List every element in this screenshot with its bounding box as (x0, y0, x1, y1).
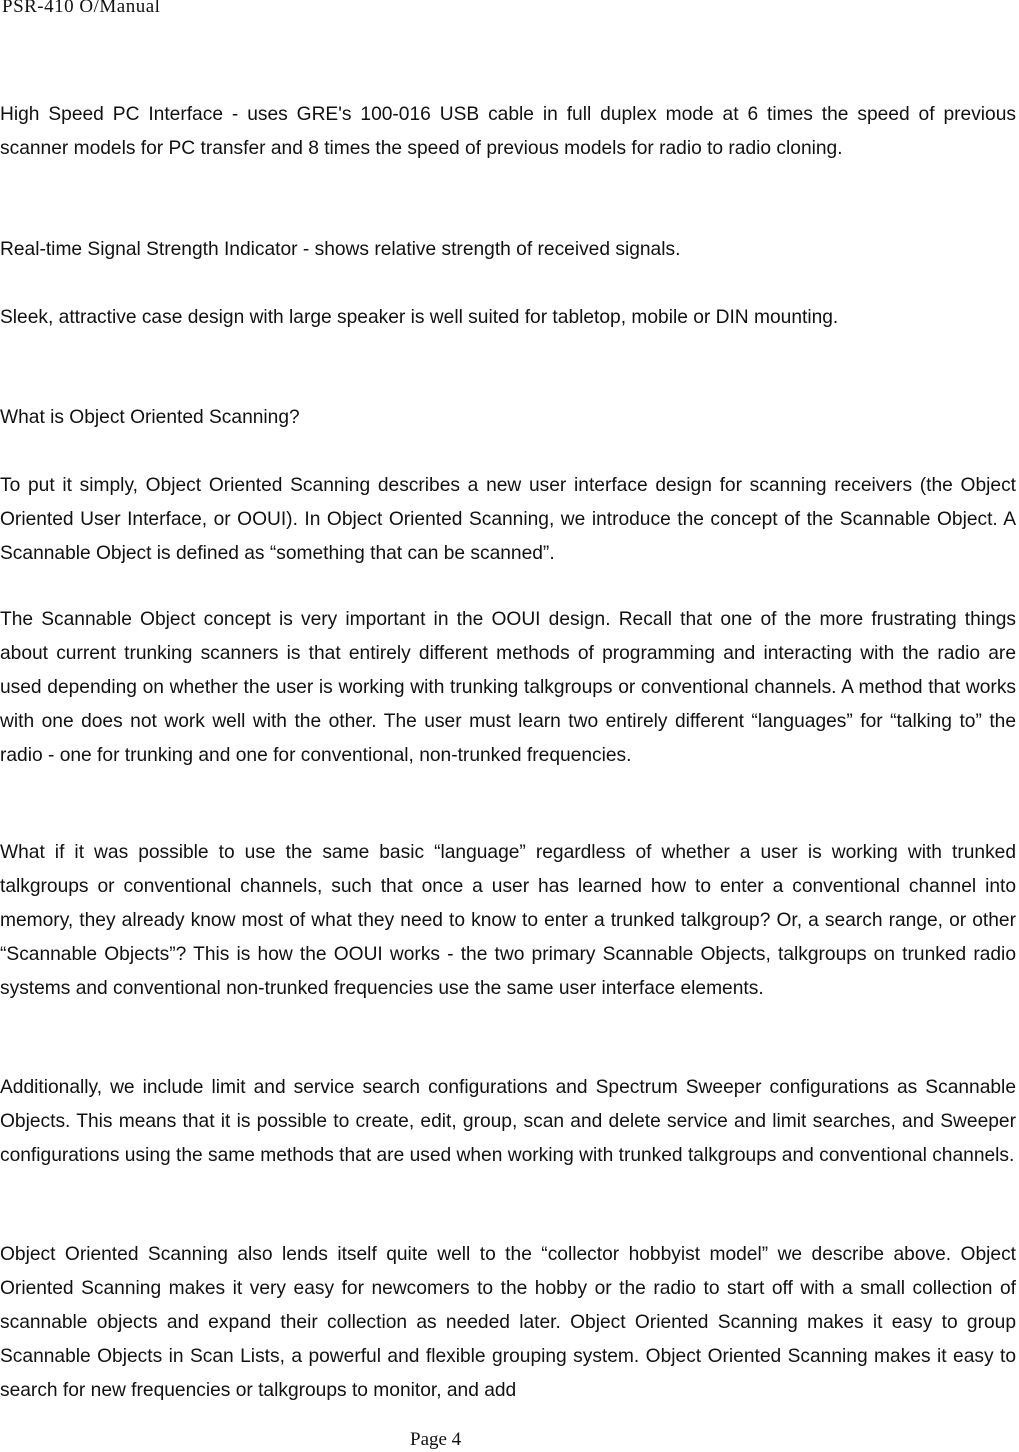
paragraph-case-design: Sleek, attractive case design with large speaker is well suited for tabletop, mobile or DIN mounting. (0, 307, 839, 328)
paragraph-pc-interface: High Speed PC Interface - uses GRE's 100-016 USB cable in full duplex mode at 6 times the speed of previous scanner models for PC transfer and 8 times the speed of previous models for radio to radio cloning. (0, 104, 1016, 159)
section-heading: What is Object Oriented Scanning? (0, 407, 300, 428)
document-header: PSR-410 O/Manual (2, 0, 161, 17)
paragraph-collector-model: Object Oriented Scanning also lends itself quite well to the “collector hobbyist model” we describe above. Object Oriented Scanning makes it very easy for newcomers to the hobby or the radio to start off with a small collection of scannable objects and expand their collection as needed later. Object Oriented Scanning makes it easy to group Scannable Objects in Scan Lists, a powerful and flexible grouping system. Object Oriented Scanning makes it easy to search for new frequencies or talkgroups to monitor, and add (0, 1244, 1016, 1401)
page-number: Page 4 (410, 1429, 462, 1450)
paragraph-signal-strength: Real-time Signal Strength Indicator - shows relative strength of received signals. (0, 239, 681, 260)
paragraph-ooui-intro: To put it simply, Object Oriented Scanning describes a new user interface design for scanning receivers (the Object Oriented User Interface, or OOUI). In Object Oriented Scanning, we introduce the concept of the Scannable Object. A Scannable Object is defined as “something that can be scanned”. (0, 475, 1016, 564)
paragraph-search-configurations: Additionally, we include limit and service search configurations and Spectrum Sweeper configurations as Scannable Objects. This means that it is possible to create, edit, group, scan and delete service and limit searches, and Sweeper configurations using the same methods that are used when working with trunked talkgroups and conventional channels. (0, 1077, 1016, 1166)
paragraph-scannable-object-concept: The Scannable Object concept is very important in the OOUI design. Recall that one of the more frustrating things about current trunking scanners is that entirely different methods of programming and interacting with the radio are used depending on whether the user is working with trunking talkgroups or conventional channels. A method that works with one does not work well with the other. The user must learn two entirely different “languages” for “talking to” the radio - one for trunking and one for conventional, non-trunked frequencies. (0, 609, 1016, 766)
paragraph-same-language: What if it was possible to use the same basic “language” regardless of whether a user is working with trunked talkgroups or conventional channels, such that once a user has learned how to enter a conventional channel into memory, they already know most of what they need to know to enter a trunked talkgroup? Or, a search range, or other “Scannable Objects”? This is how the OOUI works - the two primary Scannable Objects, talkgroups on trunked radio systems and conventional non-trunked frequencies use the same user interface elements. (0, 842, 1016, 999)
